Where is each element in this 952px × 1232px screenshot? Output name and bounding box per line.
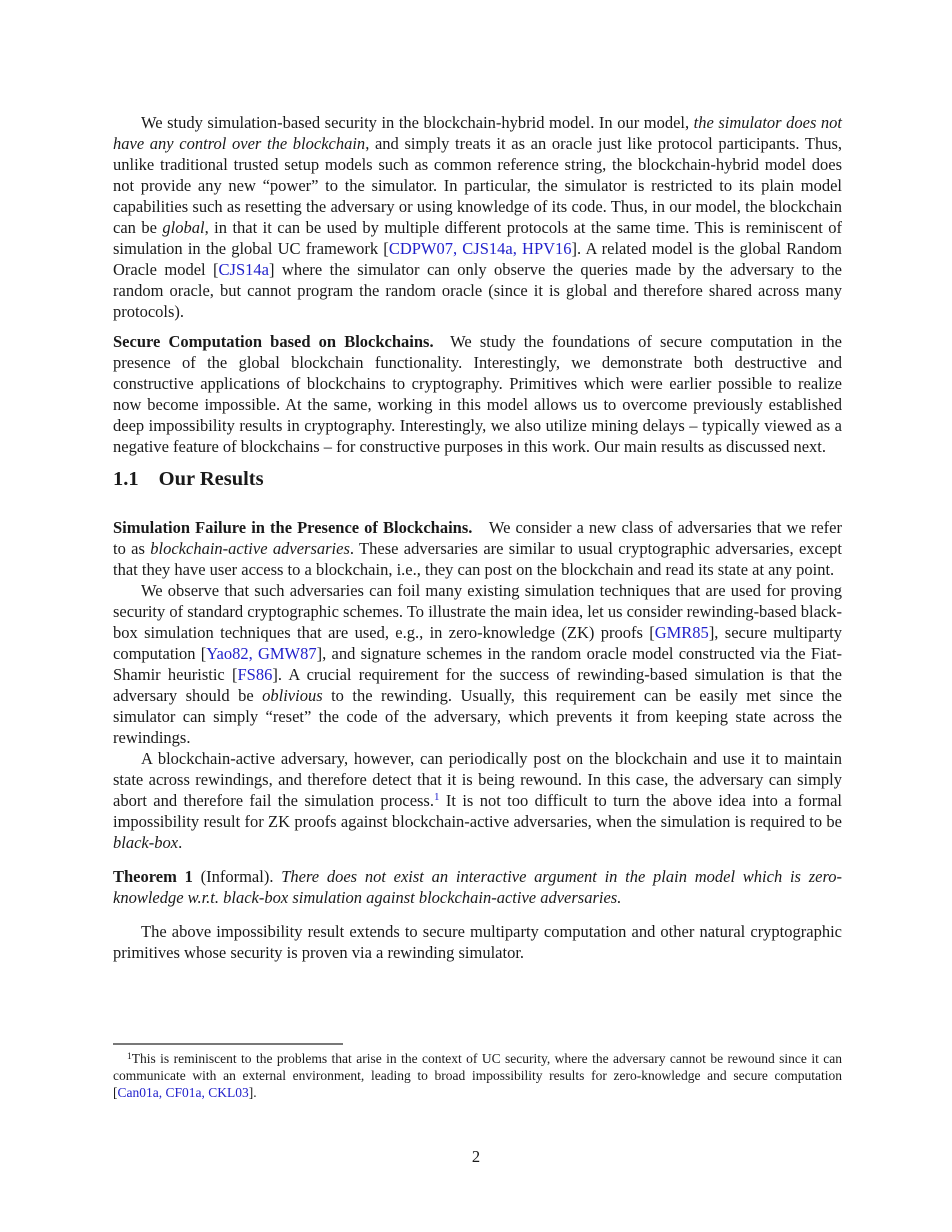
text-run: This is reminiscent to the problems that arise in the context of UC security, where the adversary cannot be rewound since it can communicate with an external environment, leading to broad impossibility results for zero-knowledge and secure computation [: [113, 1051, 842, 1100]
theorem-1: [113, 866, 842, 908]
citation-link[interactable]: CJS14a: [218, 260, 269, 279]
page-body: [113, 112, 842, 963]
footnote-rule: [113, 1043, 343, 1045]
text-run: ] where the simulator can only observe the queries made by the adversary to the random oracle, but cannot program the random oracle (since it is global and therefore shared across many protocols).: [113, 260, 842, 321]
text-run: A blockchain-active adversary, however, can periodically post on the blockchain and use it to maintain state across rewindings, and therefore detect that it is being rewound. In this case, the adversary can simply abort and therefore fail the simulation process.: [113, 749, 842, 810]
footnote: [113, 1050, 842, 1101]
paragraph-blockchain-active-adversary: [113, 748, 842, 853]
citation-link[interactable]: Yao82, GMW87: [206, 644, 317, 663]
text-run: (Informal).: [192, 867, 282, 886]
text-run: global: [162, 218, 205, 237]
text-run: Simulation Failure in the Presence of Blockchains.: [113, 518, 473, 537]
citation-link[interactable]: CDPW07, CJS14a, HPV16: [388, 239, 572, 258]
text-run: . These adversaries are similar to usual cryptographic adversaries, except that they have user access to a blockchain, i.e., they can post on the blockchain and read its state at any point.: [113, 539, 842, 579]
section-title: Our Results: [158, 468, 264, 490]
text-run: Theorem 1: [113, 867, 193, 886]
text-run: ].: [248, 1085, 257, 1100]
footnote-text: [113, 1050, 842, 1101]
text-run: It is not too difficult to turn the above idea into a formal impossibility result for ZK proofs against blockchain-active adversaries, when the simulation is required to be: [113, 791, 842, 831]
footnote-marker: 1: [127, 1052, 132, 1062]
section-heading-our-results: [113, 467, 842, 492]
text-run: blockchain-active adversaries: [150, 539, 350, 558]
paragraph-intro: [113, 112, 842, 322]
text-run: black-box: [113, 833, 179, 852]
section-number: 1.1: [113, 468, 139, 490]
citation-link[interactable]: GMR85: [654, 623, 709, 642]
text-run: to the rewinding. Usually, this requirement can be easily met since the simulator can simply “reset” the code of the adversary, which prevents it from keeping state across the rewindings.: [113, 686, 842, 747]
text-run: We consider a new class of adversaries that we refer to as: [113, 518, 842, 558]
footnote-ref-link[interactable]: 1: [433, 791, 440, 803]
text-run: We study simulation-based security in the blockchain-hybrid model. In our model,: [141, 113, 694, 132]
text-run: oblivious: [262, 686, 323, 705]
text-run: , and simply treats it as an oracle just like protocol participants. Thus, unlike traditional trusted setup models such as common reference string, the blockchain-hybrid model does not provide any new “power” to the simulator. In particular, the simulator is restricted to its plain model capabilities such as resetting the adversary or using knowledge of its code. Thus, in our model, the blockchain can be: [113, 134, 842, 237]
text-run: The above impossibility result extends to secure multiparty computation and other natural cryptographic primitives whose security is proven via a rewinding simulator.: [113, 922, 842, 962]
citation-link[interactable]: Can01a, CF01a, CKL03: [117, 1085, 249, 1100]
text-run: ], and signature schemes in the random oracle model constructed via the Fiat-Shamir heuristic [: [113, 644, 843, 684]
text-run: ], secure multiparty computation [: [113, 623, 842, 663]
paragraph-extension: [113, 921, 842, 963]
text-run: , in that it can be used by multiple different protocols at the same time. This is reminiscent of simulation in the global UC framework [: [113, 218, 842, 258]
paragraph-simulation-failure: [113, 517, 842, 580]
text-run: Secure Computation based on Blockchains.: [113, 332, 434, 351]
page-number: 2: [471, 1147, 481, 1166]
paragraph-secure-computation: [113, 331, 842, 457]
text-run: ]. A related model is the global Random Oracle model [: [113, 239, 842, 279]
text-run: ]. A crucial requirement for the success of rewinding-based simulation is that the adversary should be: [113, 665, 842, 705]
paragraph-rewinding-techniques: [113, 580, 842, 748]
text-run: We observe that such adversaries can foil many existing simulation techniques that are used for proving security of standard cryptographic schemes. To illustrate the main idea, let us consider rewinding-based black-box simulation techniques that are used, e.g., in zero-knowledge (ZK) proofs [: [113, 581, 842, 642]
text-run: .: [178, 833, 183, 852]
text-run: We study the foundations of secure computation in the presence of the global blockchain functionality. Interestingly, we demonstrate both destructive and constructive applications of blockchains to cryptography. Primitives which were earlier possible to realize now become impossible. At the same, working in this model allows us to overcome previously established deep impossibility results in cryptography. Interestingly, we also utilize mining delays – typically viewed as a negative feature of blockchains – for constructive purposes in this work. Our main results as discussed next.: [113, 332, 842, 456]
text-run: There does not exist an interactive argument in the plain model which is zero-knowledge w.r.t. black-box simulation against blockchain-active adversaries.: [113, 867, 842, 907]
text-run: the simulator does not have any control over the blockchain: [113, 113, 843, 153]
citation-link[interactable]: FS86: [237, 665, 273, 684]
